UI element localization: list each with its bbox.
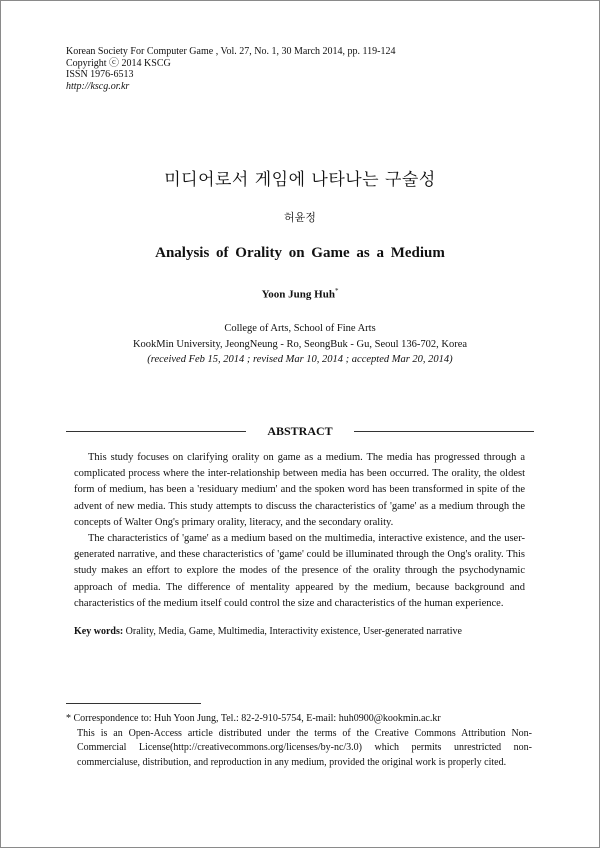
journal-header bbox=[66, 46, 396, 92]
author-english-line bbox=[0, 287, 600, 301]
abstract-heading bbox=[66, 423, 534, 439]
abstract-paragraph-1: This study focuses on clarifying orality on game as a medium. The media has progressed through a complicated process where the inter-relationship between media has been occurred. The orality, the oldest form of medium, has been a 'residuary medium' and the spoken word has been transformed in spite of the advent of new media. This study attempts to discuss the characteristics of 'game' as a medium through the concepts of Walter Ong's primary orality, literacy, and the secondary orality. bbox=[74, 452, 525, 528]
title-korean: 미디어로서 게임에 나타나는 구술성 bbox=[164, 170, 436, 190]
keywords bbox=[74, 626, 534, 637]
author-english: Yoon Jung Huh bbox=[261, 288, 335, 301]
affiliation-school: College of Arts, School of Fine Arts bbox=[224, 323, 376, 334]
submission-dates: (received Feb 15, 2014 ; revised Mar 10, 2014 ; accepted Mar 20, 2014) bbox=[147, 354, 453, 365]
footnote-divider bbox=[66, 703, 201, 704]
author-korean: 허윤정 bbox=[284, 211, 316, 224]
journal-url[interactable]: http://kscg.or.kr bbox=[66, 80, 130, 92]
footnote bbox=[66, 712, 532, 770]
keywords-text: Orality, Media, Game, Multimedia, Interactivity existence, User-generated narrative bbox=[123, 626, 462, 637]
affiliation-address: KookMin University, JeongNeung - Ro, SeongBuk - Gu, Seoul 136-702, Korea bbox=[132, 338, 468, 350]
correspondence-line: * Correspondence to: Huh Yoon Jung, Tel.: 82-2-910-5754, E-mail: huh0900@kookmin.ac.kr bbox=[66, 713, 441, 724]
author-footnote-mark: * bbox=[334, 287, 339, 295]
affiliation bbox=[0, 321, 600, 368]
title-english: Analysis of Orality on Game as a Medium bbox=[155, 245, 445, 261]
abstract-paragraph-2: The characteristics of 'game' as a medium based on the multimedia, interactive existence, and the user-generated narrative, and these characteristics of 'game' could be illuminated through the Ong's orality. This study makes an effort to explore the modes of the presence of the orality through the psychodynamic approach of media. The difference of mentality appeared by the medium, because background and characteristics of the medium itself could control the size and characteristics of the human experience. bbox=[74, 533, 525, 609]
license-text: This is an Open-Access article distributed under the terms of the Creative Commons Attribution Non-Commercial License(http://creativecommons.org/licenses/by-nc/3.0) which permits unrestricted non-commercialuse, distribution, and reproduction in any medium, provided the original work is properly cited. bbox=[77, 727, 532, 768]
abstract-heading-label: ABSTRACT bbox=[267, 424, 333, 438]
journal-citation: Korean Society For Computer Game , Vol. 27, No. 1, 30 March 2014, pp. 119-124 bbox=[66, 46, 396, 57]
abstract-body bbox=[74, 450, 525, 612]
abstract-rule-right bbox=[354, 431, 534, 432]
issn-line: ISSN 1976-6513 bbox=[66, 69, 134, 80]
keywords-label: Key words: bbox=[74, 626, 124, 637]
copyright-line: Copyright ⓒ 2014 KSCG bbox=[66, 57, 171, 69]
